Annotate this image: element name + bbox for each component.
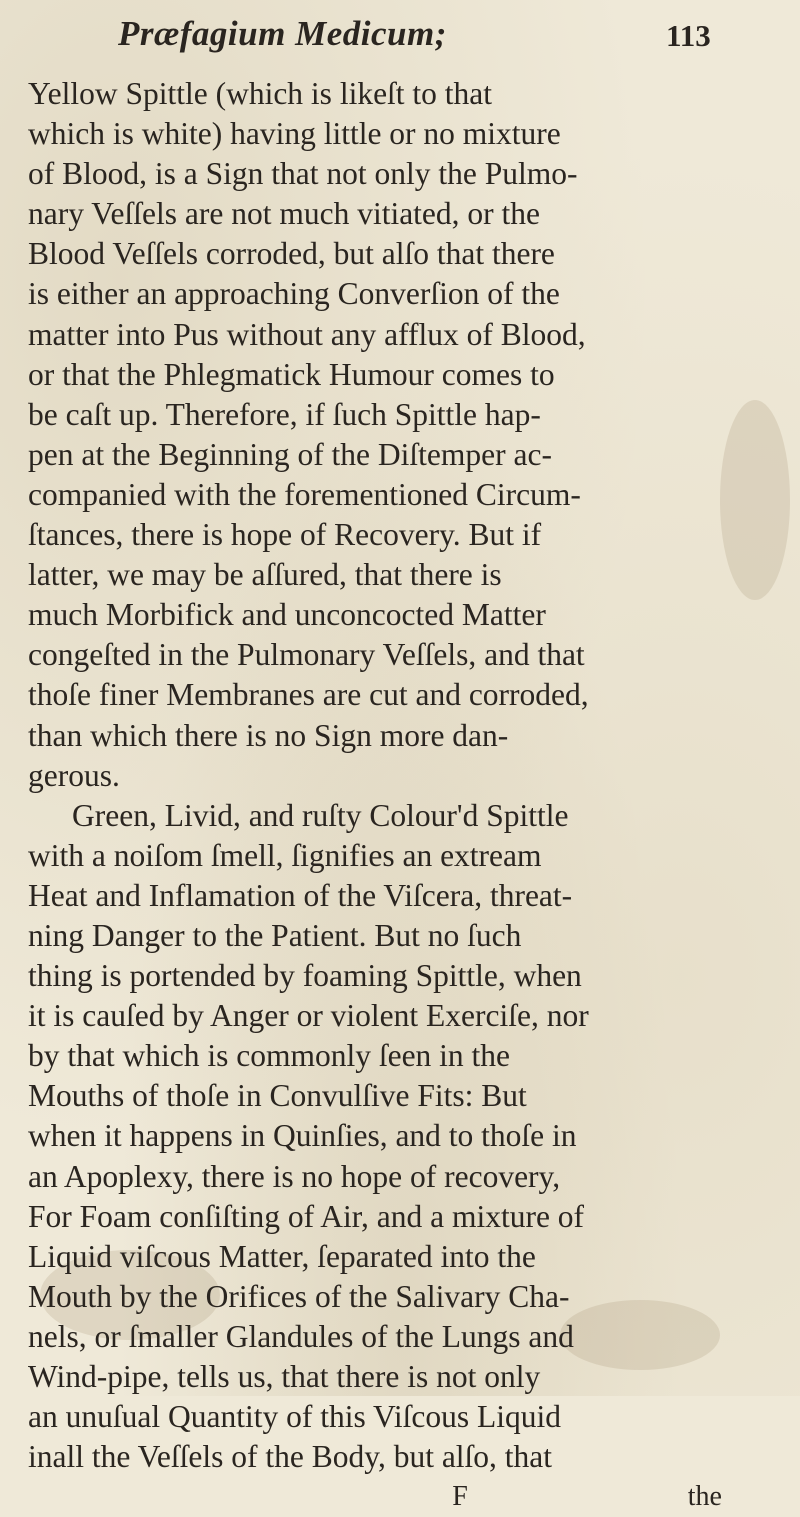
text-line: than which there is no Sign more dan-: [28, 717, 509, 753]
text-line: ning Danger to the Patient. But no ſuch: [28, 917, 522, 953]
signature-line: [28, 1477, 728, 1517]
text-line: latter, we may be aſſured, that there is: [28, 557, 502, 593]
text-line: Wind-pipe, tells us, that there is not only: [28, 1359, 541, 1394]
text-line: nary Veſſels are not much vitiated, or the: [28, 196, 541, 232]
text-line: pen at the Beginning of the Diſtemper ac-: [28, 436, 552, 472]
text-line: Green, Livid, and ruſty Colour'd Spittle: [72, 797, 569, 833]
text-line: Heat and Inflamation of the Viſcera, threat-: [28, 877, 573, 913]
text-line: Yellow Spittle (which is likeſt to that: [28, 76, 493, 111]
text-line: is either an approaching Converſion of the: [28, 276, 560, 312]
text-line: an Apoplexy, there is no hope of recovery,: [28, 1158, 561, 1194]
text-line: companied with the forementioned Circum-: [28, 476, 581, 512]
text-line: be caſt up. Therefore, if ſuch Spittle hap-: [28, 396, 541, 432]
text-line: with a noiſom ſmell, ſignifies an extream: [28, 837, 542, 873]
text-line: Mouth by the Orifices of the Salivary Cha-: [28, 1278, 570, 1314]
text-line: which is white) having little or no mixture: [28, 116, 561, 152]
text-line: of Blood, is a Sign that not only the Pulmo-: [28, 156, 578, 192]
page-number: 113: [666, 18, 711, 53]
text-line: congeſted in the Pulmonary Veſſels, and that: [28, 637, 585, 673]
text-line: much Morbifick and unconcocted Matter: [28, 597, 546, 633]
text-line: thing is portended by foaming Spittle, when: [28, 958, 582, 994]
text-line: or that the Phlegmatick Humour comes to: [28, 356, 555, 392]
text-line: by that which is commonly ſeen in the: [28, 1038, 511, 1074]
text-line: For Foam conſiſting of Air, and a mixture of: [28, 1198, 585, 1234]
catchword: the: [687, 1481, 722, 1513]
text-line: inall the Veſſels of the Body, but alſo, that: [28, 1439, 553, 1475]
text-line: an unuſual Quantity of this Viſcous Liquid: [28, 1399, 561, 1435]
text-line: Mouths of thoſe in Convulſive Fits: But: [28, 1078, 527, 1114]
running-head: Præfagium Medicum;: [118, 14, 447, 53]
text-line: gerous.: [28, 757, 120, 793]
paper-stain: [720, 400, 790, 600]
text-line: Liquid viſcous Matter, ſeparated into the: [28, 1238, 536, 1274]
text-line: nels, or ſmaller Glandules of the Lungs and: [28, 1318, 574, 1354]
signature-mark: F: [452, 1481, 468, 1513]
text-line: thoſe finer Membranes are cut and corroded,: [28, 677, 589, 713]
text-line: Blood Veſſels corroded, but alſo that there: [28, 236, 555, 272]
body-text: [28, 74, 728, 1517]
text-line: ſtances, there is hope of Recovery. But if: [28, 517, 542, 553]
text-line: it is cauſed by Anger or violent Exerciſe, nor: [28, 998, 589, 1034]
text-line: when it happens in Quinſies, and to thoſe in: [28, 1118, 577, 1154]
page-header: [0, 12, 800, 62]
text-line: matter into Pus without any afflux of Blood,: [28, 316, 586, 352]
